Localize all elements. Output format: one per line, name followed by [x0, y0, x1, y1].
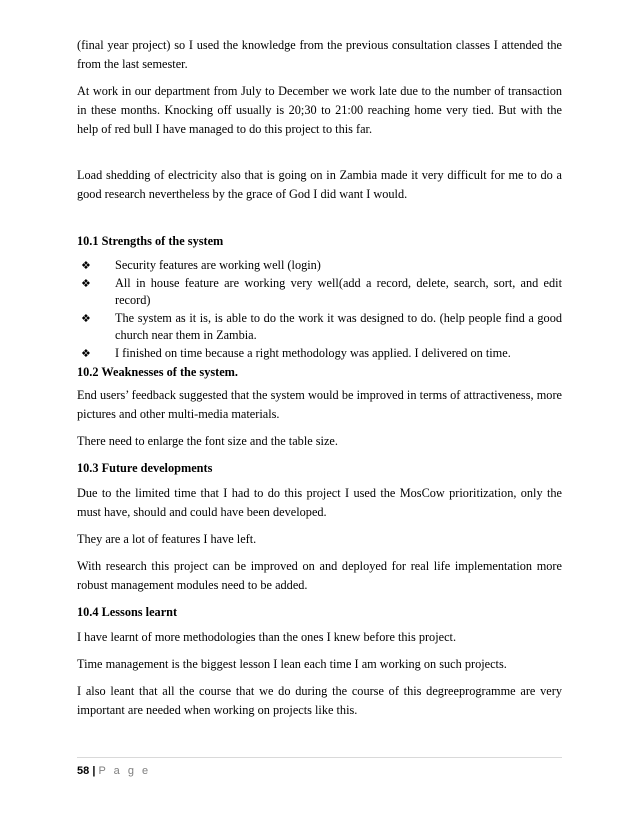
diamond-bullet-icon: ❖: [81, 312, 91, 325]
heading-future-developments: 10.3 Future developments: [77, 461, 213, 475]
paragraph-font-size: There need to enlarge the font size and the table size.: [77, 434, 338, 448]
heading-lessons-learnt: 10.4 Lessons learnt: [77, 605, 178, 619]
list-item-text: The system as it is, is able to do the work it was designed to do. (help people find a good church near them in Zambia.: [115, 311, 562, 342]
diamond-bullet-icon: ❖: [81, 347, 91, 360]
paragraph-courses: I also leant that all the course that we do during the course of this degreeprogramme are very important are needed when working on projects like this.: [77, 684, 562, 717]
diamond-bullet-icon: ❖: [81, 259, 91, 272]
list-item-text: Security features are working well (login): [115, 258, 321, 272]
spacer: [77, 212, 562, 232]
list-item: [77, 345, 562, 362]
paragraph-research: With research this project can be improved on and deployed for real life implementation more robust management modules need to be added.: [77, 559, 562, 592]
paragraph-methodologies: I have learnt of more methodologies than the ones I knew before this project.: [77, 630, 457, 644]
paragraph-moscow: Due to the limited time that I had to do this project I used the MosCow prioritization, only the must have, should and could have been developed.: [77, 486, 562, 519]
list-item-text: All in house feature are working very well(add a record, delete, search, sort, and edit record): [115, 276, 562, 307]
paragraph-load-shedding: Load shedding of electricity also that is going on in Zambia made it very difficult for me to do a good research nevertheless by the grace of God I did want I would.: [77, 168, 562, 201]
footer-separator: |: [92, 765, 96, 777]
list-item: [77, 257, 562, 274]
strengths-list: [77, 257, 562, 362]
spacer: [77, 147, 562, 166]
footer-divider: [77, 757, 562, 758]
list-item-text: I finished on time because a right methodology was applied. I delivered on time.: [115, 346, 511, 360]
paragraph-features-left: They are a lot of features I have left.: [77, 532, 257, 546]
diamond-bullet-icon: ❖: [81, 277, 91, 290]
heading-strengths: 10.1 Strengths of the system: [77, 234, 224, 248]
paragraph-work-hours: At work in our department from July to December we work late due to the number of transaction in these months. Knocking off usually is 20;30 to 21:00 reaching home very tied. But with the help of red bull I have managed to do this project to this far.: [77, 84, 562, 136]
list-item: [77, 275, 562, 309]
list-item: [77, 310, 562, 344]
page-number: 58: [77, 765, 90, 777]
page-footer: [77, 764, 151, 778]
heading-weaknesses: 10.2 Weaknesses of the system.: [77, 365, 238, 379]
paragraph-time-management: Time management is the biggest lesson I lean each time I am working on such projects.: [77, 657, 507, 671]
document-page: [77, 36, 562, 728]
paragraph-user-feedback: End users’ feedback suggested that the system would be improved in terms of attractiveness, more pictures and other multi-media materials.: [77, 388, 562, 421]
paragraph-final-year-project: (final year project) so I used the knowledge from the previous consultation classes I attended the from the last semester.: [77, 38, 562, 71]
page-label: P a g e: [98, 765, 151, 777]
